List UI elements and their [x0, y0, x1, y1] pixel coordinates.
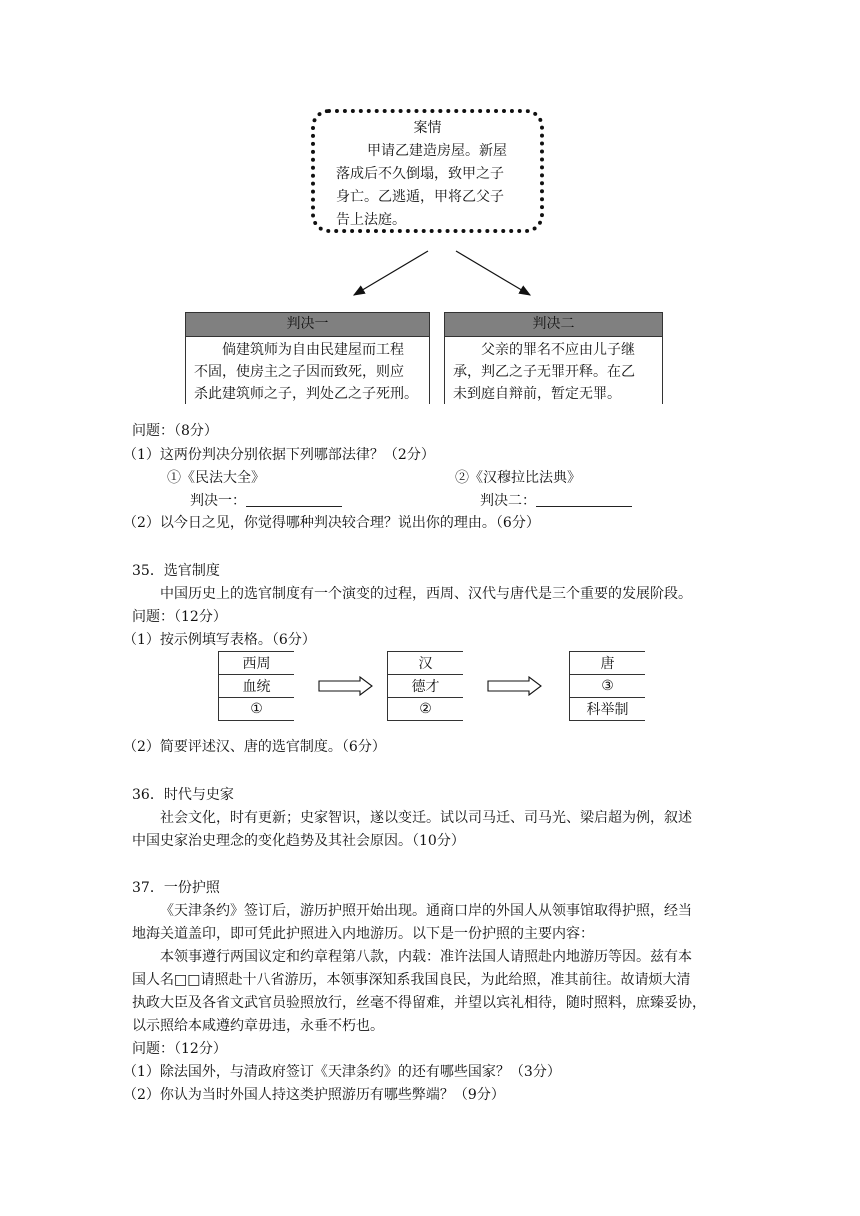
q34-subquestion-1: （1）这两份判决分别依据下列哪部法律？（2分）	[123, 447, 435, 463]
verdict-2-title: 判决二	[445, 313, 662, 337]
verdict-1-line: 不固，使房主之子因而致死，则应	[194, 364, 404, 380]
q37-question-label: 问题：（12分）	[132, 1041, 227, 1057]
q36-line-2: 中国史家治史理念的变化趋势及其社会原因。（10分）	[132, 833, 465, 849]
q35-subquestion-2: （2）简要评述汉、唐的选官制度。（6分）	[123, 739, 386, 755]
cell: 汉	[388, 652, 464, 675]
answer-1-blank[interactable]	[246, 490, 342, 507]
q37-passport-text: 本领事遵行两国议定和约章程第八款，内载：准许法国人请照赴内地游历等因。兹有本	[160, 949, 692, 965]
q37-title: 37．一份护照	[132, 880, 220, 896]
case-line: 告上法庭。	[336, 212, 406, 228]
case-line: 落成后不久倒塌，致甲之子	[336, 166, 504, 182]
cell: 科举制	[570, 698, 646, 721]
answer-2-label: 判决二：	[480, 493, 536, 509]
verdict-2-line: 承，判乙之子无罪开释。在乙	[453, 364, 635, 380]
q37-passport-text: 国人名□□请照赴十八省游历，本领事深知系我国良民，为此给照，准其前往。故请烦大清	[132, 972, 691, 988]
verdict-2-box	[444, 312, 663, 404]
verdict-2-line: 未到庭自辩前，暂定无罪。	[453, 386, 621, 402]
verdict-1-line: 倘建筑师为自由民建屋而工程	[222, 342, 404, 358]
q37-paragraph-1: 《天津条约》签订后，游历护照开始出现。通商口岸的外国人从领事馆取得护照，经当	[160, 903, 692, 919]
q34-answer-1[interactable]	[190, 489, 342, 513]
q37-passport-text: 以示照给本咸遵约章毋违，永垂不朽也。	[132, 1018, 384, 1034]
hollow-arrow-2	[487, 676, 543, 696]
cell: ③	[570, 675, 646, 698]
q37-paragraph-1: 地海关道盖印，即可凭此护照进入内地游历。以下是一份护照的主要内容：	[132, 926, 594, 942]
case-title: 案情	[413, 120, 442, 136]
arrow-left	[354, 251, 428, 295]
arrow-right	[456, 251, 530, 295]
q37-subquestion-1: （1）除法国外，与清政府签订《天津条约》的还有哪些国家？（3分）	[123, 1064, 561, 1080]
cell: 德才	[388, 675, 464, 698]
q34-answer-2[interactable]	[480, 489, 632, 513]
cell: 唐	[570, 652, 646, 675]
q34-subquestion-2: （2）以今日之见，你觉得哪种判决较合理？说出你的理由。（6分）	[123, 515, 540, 531]
q37-passport-text: 执政大臣及各省文武官员验照放行，丝毫不得留难，并望以宾礼相待，随时照料，庶臻妥协，	[132, 995, 706, 1011]
q36-title: 36．时代与史家	[132, 787, 234, 803]
verdict-1-box	[185, 312, 430, 404]
cell: ①	[219, 698, 295, 721]
q34-option-2: ②《汉穆拉比法典》	[455, 470, 581, 486]
case-line: 身亡。乙逃遁，甲将乙父子	[336, 189, 504, 205]
q34-option-1: ①《民法大全》	[167, 470, 265, 486]
answer-2-blank[interactable]	[536, 490, 632, 507]
q37-subquestion-2: （2）你认为当时外国人持这类护照游历有哪些弊端？（9分）	[123, 1087, 505, 1103]
table-xizhou	[218, 651, 294, 721]
hollow-arrow-1	[318, 676, 374, 696]
q35-title: 35．选官制度	[132, 563, 220, 579]
cell: 血统	[219, 675, 295, 698]
verdict-1-title: 判决一	[186, 313, 429, 337]
q35-subquestion-1: （1）按示例填写表格。（6分）	[123, 632, 316, 648]
cell: 西周	[219, 652, 295, 675]
verdict-1-line: 杀此建筑师之子，判处乙之子死刑。	[194, 386, 418, 402]
answer-1-label: 判决一：	[190, 493, 246, 509]
table-tang	[569, 651, 645, 721]
table-han	[387, 651, 463, 721]
q35-intro: 中国历史上的选官制度有一个演变的过程，西周、汉代与唐代是三个重要的发展阶段。	[160, 586, 692, 602]
q36-line-1: 社会文化，时有更新；史家智识，遂以变迁。试以司马迁、司马光、梁启超为例，叙述	[160, 810, 692, 826]
case-line: 甲请乙建造房屋。新屋	[367, 143, 507, 159]
cell: ②	[388, 698, 464, 721]
q35-question-label: 问题：（12分）	[132, 609, 227, 625]
case-arrows	[0, 0, 860, 320]
q34-question-label: 问题：（8分）	[132, 423, 218, 439]
verdict-2-line: 父亲的罪名不应由儿子继	[481, 342, 635, 358]
